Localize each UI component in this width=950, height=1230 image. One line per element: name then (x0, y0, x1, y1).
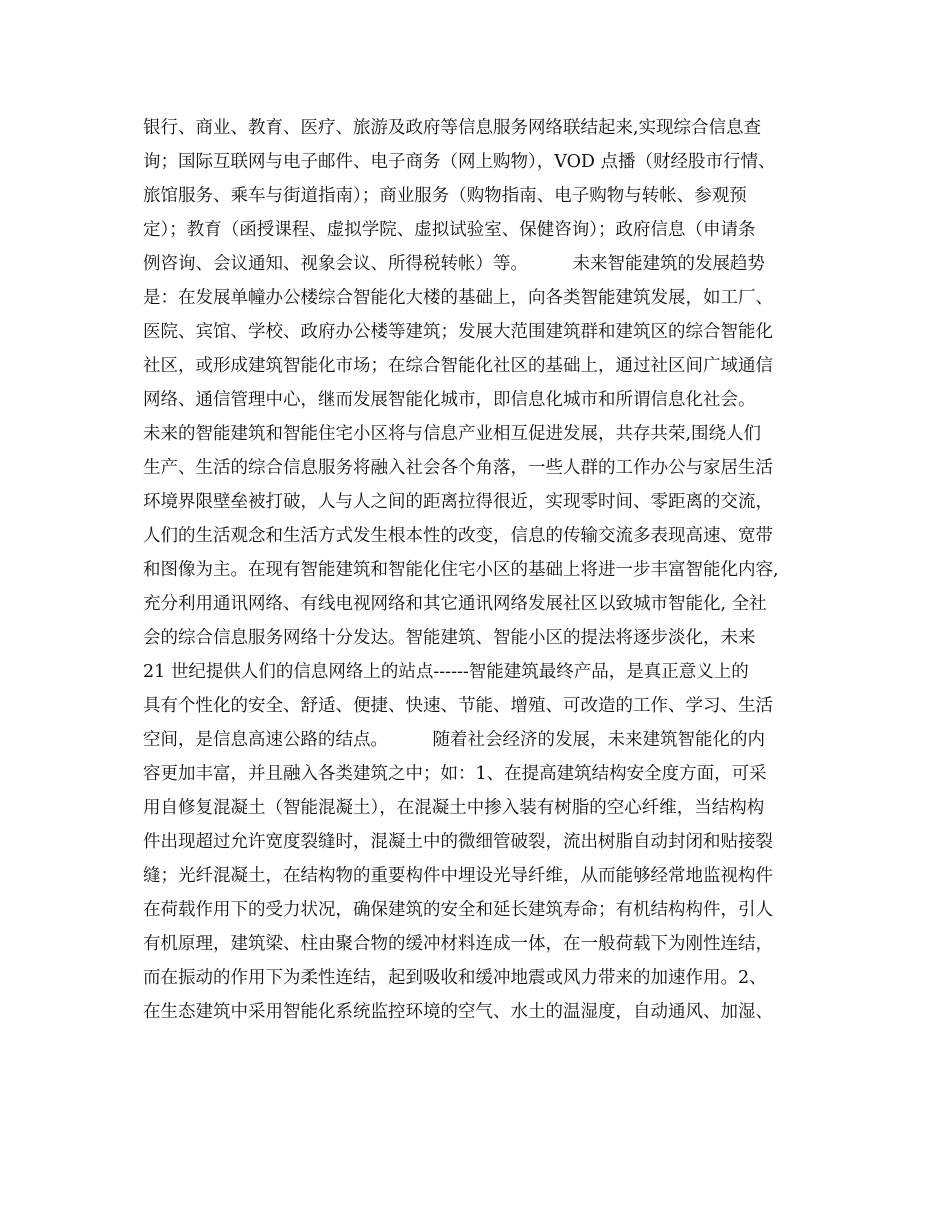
text-line-25: 有机原理，建筑梁、柱由聚合物的缓冲材料连成一体，在一般荷载下为刚性连结， (143, 934, 773, 954)
text-line-24: 在荷载作用下的受力状况，确保建筑的安全和延长建筑寿命；有机结构构件，引人 (143, 900, 773, 920)
text-line-26: 而在振动的作用下为柔性连结，起到吸收和缓冲地震或风力带来的加速作用。2、 (143, 968, 767, 988)
text-line-13: 人们的生活观念和生活方式发生根本性的改变，信息的传输交流多表现高速、宽带 (143, 526, 773, 546)
text-line-19: 空间，是信息高速公路的结点。 随着社会经济的发展，未来建筑智能化的内 (143, 730, 765, 750)
text-line-23: 缝；光纤混凝土，在结构物的重要构件中埋设光导纤维，从而能够经常地监视构件 (143, 866, 773, 886)
text-line-10: 未来的智能建筑和智能住宅小区将与信息产业相互促进发展，共存共荣,围绕人们 (143, 424, 762, 444)
text-line-9: 网络、通信管理中心，继而发展智能化城市，即信息化城市和所谓信息化社会。 (143, 390, 756, 410)
text-line-20: 容更加丰富，并且融入各类建筑之中；如：1、在提高建筑结构安全度方面，可采 (143, 764, 767, 784)
text-line-5: 例咨询、会议通知、视象会议、所得税转帐）等。 未来智能建筑的发展趋势 (143, 254, 765, 274)
text-line-4: 定）；教育（函授课程、虚拟学院、虚拟试验室、保健咨询）；政府信息（申请条 (143, 220, 756, 240)
text-line-21: 用自修复混凝土（智能混凝土），在混凝土中掺入装有树脂的空心纤维，当结构构 (143, 798, 765, 818)
text-line-22: 件出现超过允许宽度裂缝时，混凝土中的微细管破裂，流出树脂自动封闭和贴接裂 (143, 832, 773, 852)
text-line-6: 是：在发展单幢办公楼综合智能化大楼的基础上，向各类智能建筑发展，如工厂、 (143, 288, 773, 308)
text-line-2: 询；国际互联网与电子邮件、电子商务（网上购物），VOD 点播（财经股市行情、 (143, 152, 776, 172)
text-line-17: 21 世纪提供人们的信息网络上的站点------智能建筑最终产品，是真正意义上的 (143, 662, 749, 682)
text-line-8: 社区，或形成建筑智能化市场；在综合智能化社区的基础上，通过社区间广域通信 (143, 356, 773, 376)
text-line-7: 医院、宾馆、学校、政府办公楼等建筑；发展大范围建筑群和建筑区的综合智能化 (143, 322, 773, 342)
text-line-27: 在生态建筑中采用智能化系统监控环境的空气、水土的温湿度，自动通风、加湿、 (143, 1002, 773, 1022)
body-text (143, 111, 843, 1029)
text-line-11: 生产、生活的综合信息服务将融入社会各个角落，一些人群的工作办公与家居生活 (143, 458, 773, 478)
text-line-1: 银行、商业、教育、医疗、旅游及政府等信息服务网络联结起来,实现综合信息查 (143, 118, 762, 138)
text-line-12: 环境界限壁垒被打破，人与人之间的距离拉得很近，实现零时间、零距离的交流， (143, 492, 773, 512)
text-line-14: 和图像为主。在现有智能建筑和智能化住宅小区的基础上将进一步丰富智能化内容, (143, 560, 779, 580)
text-line-18: 具有个性化的安全、舒适、便捷、快速、节能、增殖、可改造的工作、学习、生活 (143, 696, 773, 716)
text-line-3: 旅馆服务、乘车与街道指南）；商业服务（购物指南、电子购物与转帐、参观预 (143, 186, 747, 206)
text-line-15: 充分利用通讯网络、有线电视网络和其它通讯网络发展社区以致城市智能化, 全社 (143, 594, 767, 614)
text-line-16: 会的综合信息服务网络十分发达。智能建筑、智能小区的提法将逐步淡化，未来 (143, 628, 756, 648)
